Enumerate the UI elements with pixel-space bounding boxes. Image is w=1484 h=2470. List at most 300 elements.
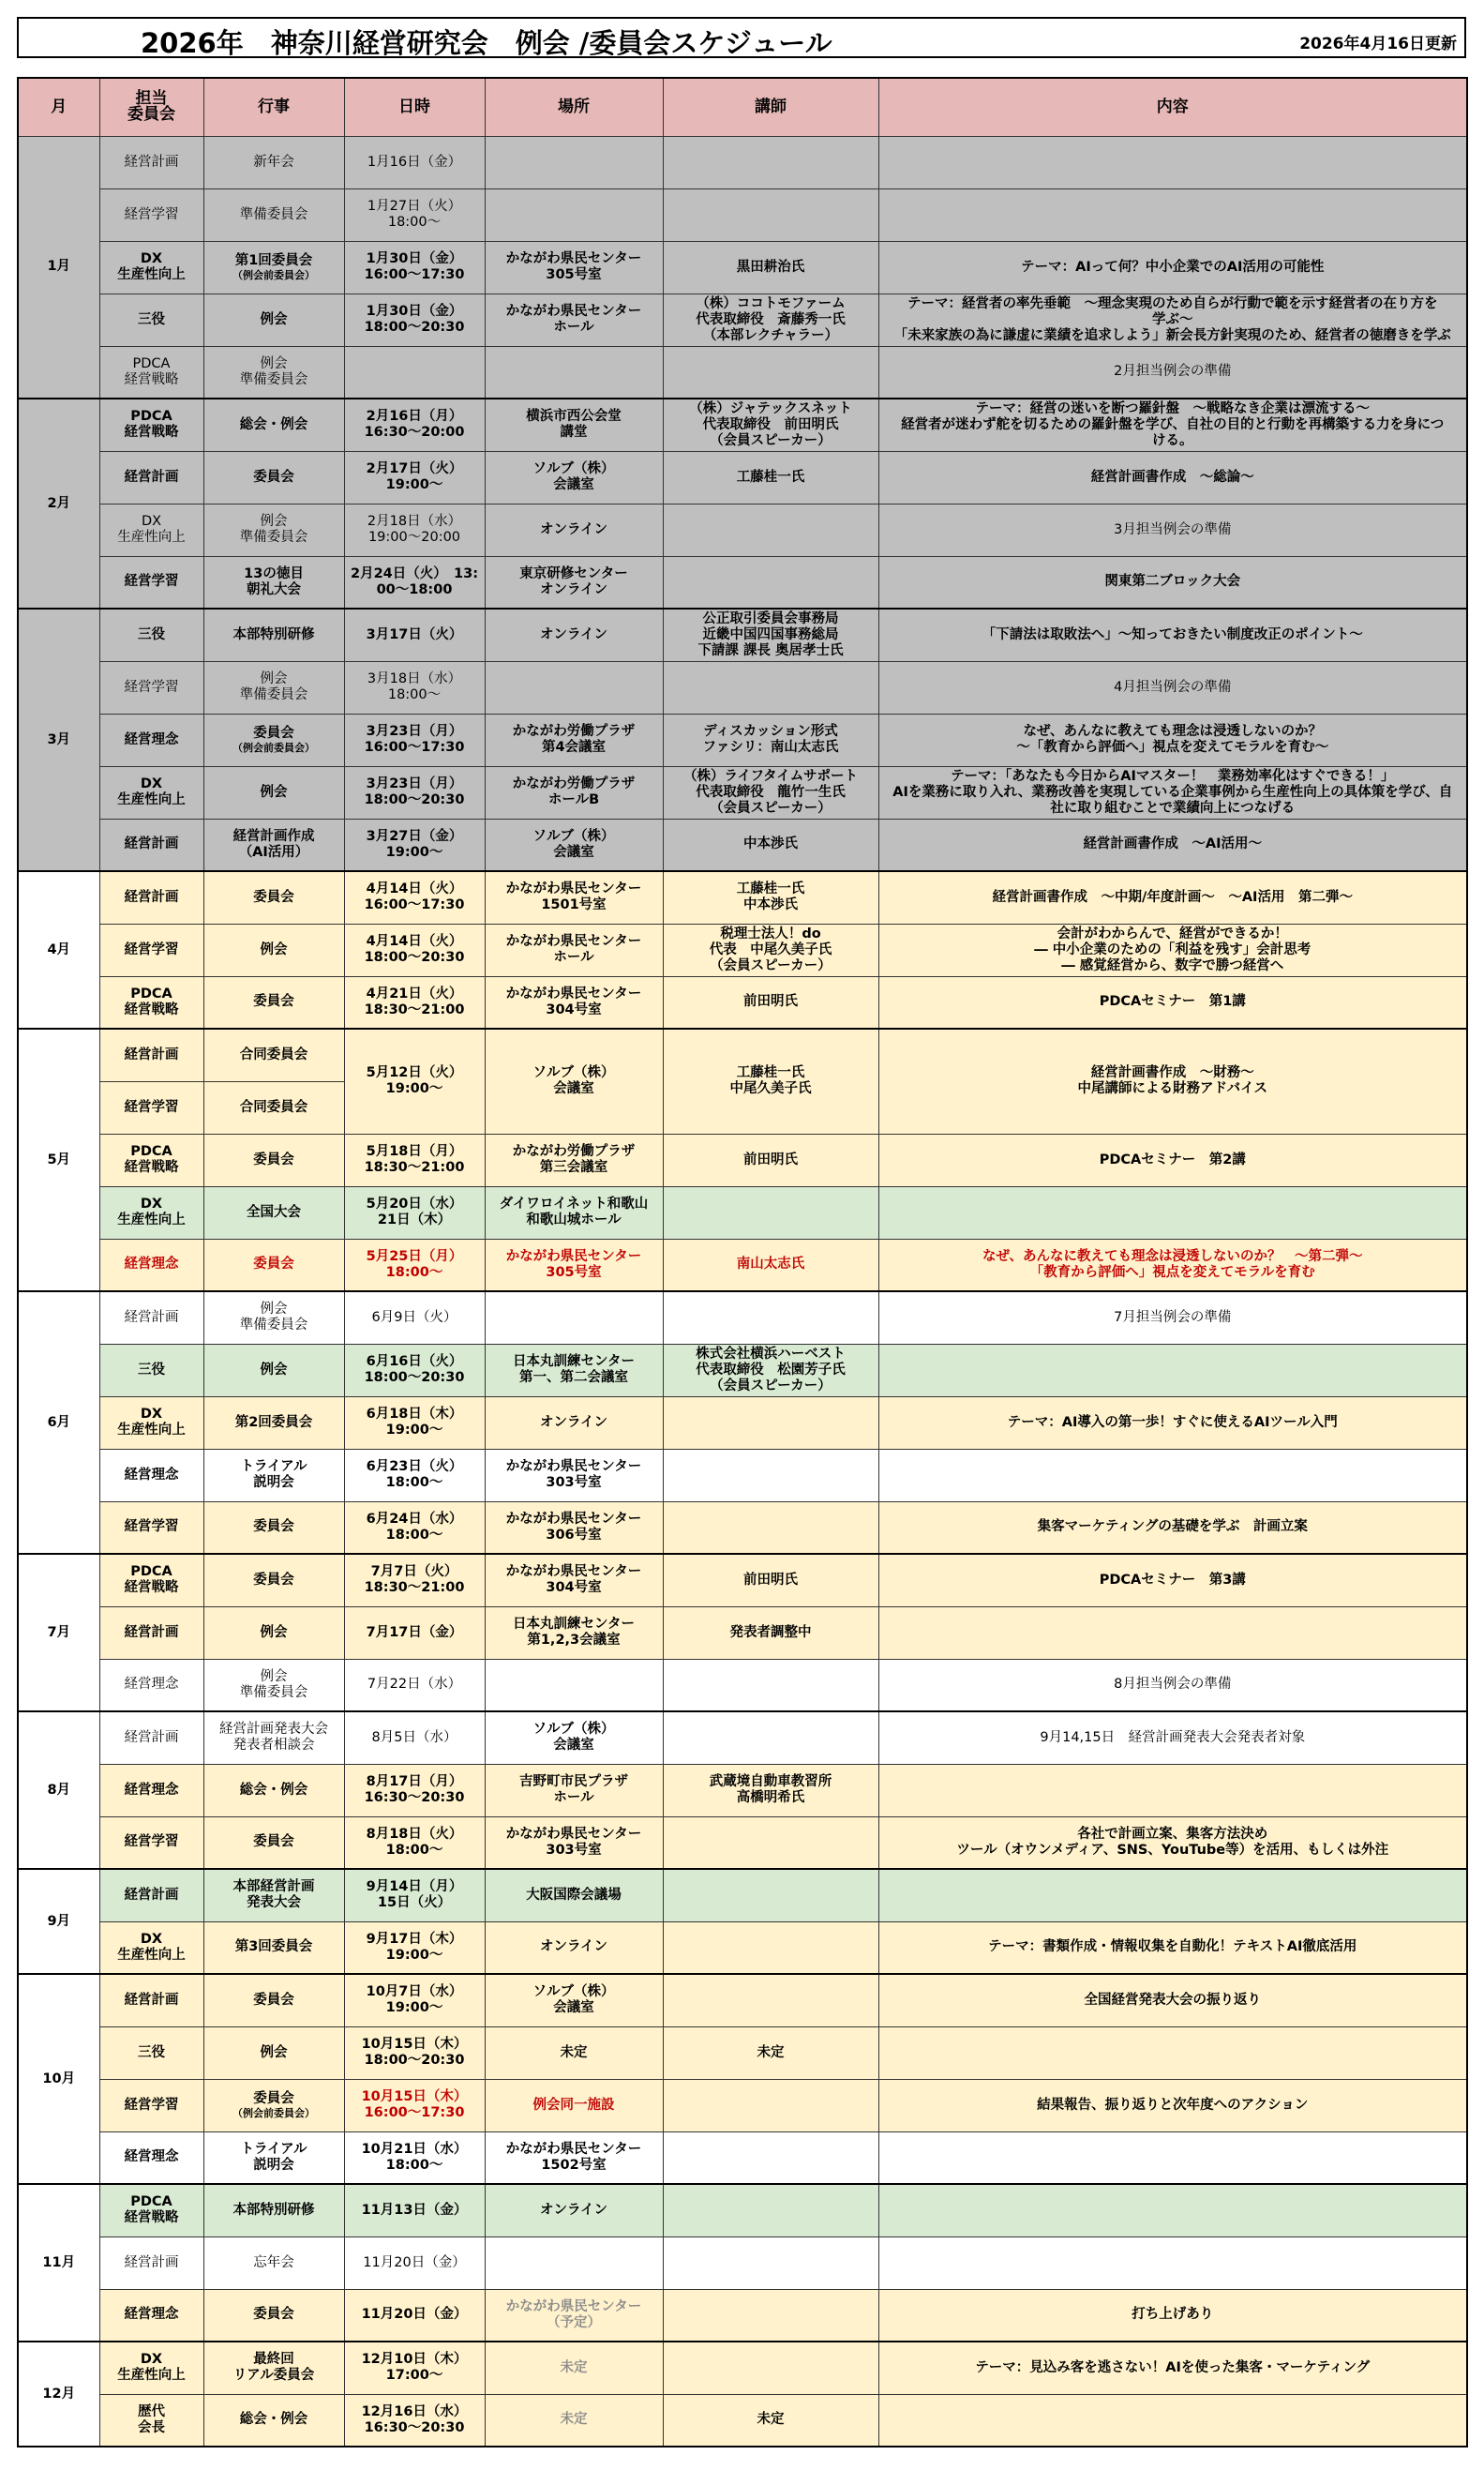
date-cell: [344, 1711, 485, 1764]
text-line: 303号室: [546, 1842, 602, 1858]
lecturer-cell: [663, 1029, 878, 1134]
content-cell: [878, 1974, 1467, 2026]
text-line: ファシリ：南山太志氏: [702, 740, 839, 755]
col-event-header: [203, 78, 344, 136]
text-line: 経営計画発表大会: [219, 1722, 328, 1738]
committee-cell: [99, 1816, 203, 1869]
text-line: 経営理念: [124, 1782, 179, 1798]
text-line: 月: [51, 97, 67, 116]
place-cell: [485, 504, 663, 556]
lecturer-cell: [663, 399, 878, 451]
text-line: 5月25日（月）: [366, 1248, 463, 1264]
place-cell: [485, 241, 663, 294]
text-line: （株）ジャテックスネット: [689, 400, 852, 416]
month-cell: 7月: [18, 1554, 99, 1711]
text-line: 中本渉氏: [743, 836, 798, 852]
table-row: [18, 2184, 1467, 2237]
table-row: [18, 346, 1467, 399]
text-line: 経営学習: [124, 2097, 179, 2113]
text-line: 16:00～17:30: [364, 740, 465, 755]
text-line: オンライン: [539, 2202, 608, 2218]
text-line: 19:00～: [385, 1947, 443, 1963]
lecturer-cell: [663, 924, 878, 976]
text-line: 経営戦略: [124, 1160, 179, 1175]
table-row: [18, 1869, 1467, 1921]
date-cell: [344, 136, 485, 188]
text-line: PDCA: [130, 986, 172, 1002]
text-line: 結果報告、振り返りと次年度へのアクション: [1037, 2097, 1309, 2113]
date-cell: [344, 1816, 485, 1869]
content-cell: [878, 399, 1467, 451]
committee-cell: [99, 504, 203, 556]
text-line: 工藤桂一氏: [736, 469, 805, 485]
text-line: 説明会: [253, 2157, 294, 2173]
lecturer-cell: [663, 1239, 878, 1291]
text-line: PDCA: [132, 355, 171, 371]
committee-cell: [99, 1974, 203, 2026]
event-cell: [203, 1081, 344, 1134]
month-cell: 4月: [18, 871, 99, 1029]
text-line: 準備委員会: [239, 371, 308, 387]
text-line: 4月14日（火）: [366, 881, 463, 897]
place-cell: [485, 2131, 663, 2184]
table-row: [18, 609, 1467, 661]
text-line: 経営戦略: [124, 1002, 179, 1017]
event-cell: [203, 2342, 344, 2394]
text-line: 経営戦略: [124, 2210, 179, 2226]
text-line: 全国経営発表大会の振り返り: [1084, 1992, 1261, 2008]
table-row: [18, 1606, 1467, 1659]
date-cell: [344, 714, 485, 766]
event-cell: [203, 136, 344, 188]
text-line: 担当: [135, 89, 168, 109]
text-line: 10月7日（水）: [366, 1984, 463, 2000]
text-line: 忘年会: [253, 2254, 294, 2270]
event-note: （例会前委員会）: [232, 742, 315, 754]
text-line: かながわ県民センター: [505, 2298, 642, 2314]
text-line: ツール（オウンメディア、SNS、YouTube等）を活用、もしくは外注: [956, 1842, 1389, 1858]
text-line: 例会同一施設: [532, 2097, 615, 2113]
text-line: 経営計画: [124, 1047, 179, 1062]
event-cell: [203, 1816, 344, 1869]
text-line: 学ぶ～: [1152, 311, 1193, 327]
text-line: 打ち上げあり: [1132, 2307, 1214, 2323]
text-line: 18:00～20:30: [364, 1370, 465, 1385]
text-line: PDCAセミナー 第2講: [1099, 1152, 1246, 1167]
text-line: PDCAセミナー 第3講: [1099, 1572, 1246, 1588]
text-line: 「未来家族の為に謙虚に業績を追求しよう」新会長方針実現のため、経営者の徳磨きを学ぶ: [893, 327, 1451, 343]
text-line: 例会: [260, 1668, 288, 1684]
text-line: 8月17日（月）: [366, 1774, 463, 1789]
text-line: 18:00～: [385, 1475, 443, 1490]
lecturer-cell: [663, 1396, 878, 1449]
text-line: 1501号室: [541, 897, 607, 913]
text-line: 経営計画書作成 ～中期/年度計画～ ～AI活用 第二弾～: [992, 889, 1353, 905]
committee-cell: [99, 1921, 203, 1974]
text-line: DX: [140, 776, 163, 791]
text-line: 会計がわからんで、経営ができるか！: [1057, 926, 1288, 941]
page-title: 2026年 神奈川経営研究会 例会 /委員会スケジュール: [141, 27, 832, 59]
content-cell: [878, 241, 1467, 294]
date-cell: [344, 1501, 485, 1554]
place-cell: [485, 2237, 663, 2289]
text-line: 例会: [260, 311, 288, 327]
committee-cell: [99, 2237, 203, 2289]
content-cell: [878, 1291, 1467, 1344]
text-line: 経営学習: [124, 941, 179, 957]
place-cell: [485, 1816, 663, 1869]
lecturer-cell: [663, 1554, 878, 1606]
text-line: 委員会: [253, 1572, 294, 1588]
text-line: 代表取締役 前田明氏: [702, 416, 839, 432]
date-cell: [344, 399, 485, 451]
event-cell: [203, 871, 344, 924]
text-line: 18:00～20:30: [364, 792, 465, 807]
date-cell: [344, 1974, 485, 2026]
text-line: 経営計画: [124, 1309, 179, 1325]
text-line: 生産性向上: [117, 792, 186, 807]
content-cell: [878, 1554, 1467, 1606]
date-cell: [344, 1449, 485, 1501]
text-line: 会長: [138, 2419, 165, 2435]
table-row: [18, 871, 1467, 924]
text-line: かながわ県民センター: [505, 986, 642, 1002]
lecturer-cell: [663, 609, 878, 661]
text-line: 19:00～: [385, 1081, 443, 1097]
committee-cell: [99, 1554, 203, 1606]
text-line: 大阪国際会議場: [526, 1887, 622, 1903]
event-note: （例会前委員会）: [232, 269, 315, 281]
committee-cell: [99, 2289, 203, 2342]
text-line: 第3回委員会: [234, 1939, 313, 1955]
text-line: 最終回: [253, 2352, 294, 2368]
committee-cell: [99, 294, 203, 346]
committee-cell: [99, 2026, 203, 2079]
text-line: 委員会: [253, 1152, 294, 1167]
content-cell: [878, 2342, 1467, 2394]
text-line: 6月24日（水）: [366, 1511, 463, 1527]
text-line: 経営戦略: [124, 425, 179, 441]
event-cell: [203, 2289, 344, 2342]
text-line: PDCA: [130, 2194, 172, 2210]
date-cell: [344, 2184, 485, 2237]
text-line: 経営学習: [124, 1099, 179, 1115]
date-cell: [344, 2289, 485, 2342]
event-cell: [203, 2131, 344, 2184]
text-line: 16:30～20:00: [364, 425, 465, 441]
content-cell: [878, 714, 1467, 766]
text-line: PDCAセミナー 第1講: [1099, 994, 1246, 1010]
text-line: 中尾講師による財務アドバイス: [1077, 1081, 1268, 1097]
committee-cell: [99, 871, 203, 924]
col-date-header: [344, 78, 485, 136]
text-line: 本部特別研修: [232, 2202, 315, 2218]
table-row: [18, 1711, 1467, 1764]
content-cell: [878, 556, 1467, 609]
content-cell: [878, 2026, 1467, 2079]
text-line: 6月18日（木）: [366, 1407, 463, 1422]
text-line: かながわ県民センター: [505, 1511, 642, 1527]
text-line: （株）ココトモファーム: [696, 295, 846, 311]
event-cell: [203, 1344, 344, 1396]
event-cell: [203, 1029, 344, 1081]
text-line: 11月20日（金）: [361, 2307, 468, 2323]
text-line: ― 感覚経営から、数字で勝つ経営へ: [1061, 957, 1284, 973]
text-line: 発表大会: [247, 1895, 301, 1911]
text-line: 19:00～: [385, 1423, 443, 1438]
text-line: 未定: [560, 2044, 588, 2060]
text-line: 1502号室: [541, 2157, 607, 2173]
text-line: かながわ県民センター: [505, 1564, 642, 1580]
text-line: 前田明氏: [743, 1572, 798, 1588]
text-line: 経営学習: [124, 679, 179, 695]
text-line: 代表取締役 斎藤秀一氏: [696, 311, 846, 327]
text-line: 未定: [560, 2412, 588, 2428]
text-line: テーマ：見込み客を逃さない！AIを使った集客・マーケティング: [975, 2359, 1371, 2375]
text-line: （株）ライフタイムサポート: [682, 768, 859, 784]
content-cell: [878, 1029, 1467, 1134]
text-line: 合同委員会: [239, 1047, 308, 1062]
lecturer-cell: [663, 1344, 878, 1396]
text-line: 7月担当例会の準備: [1114, 1309, 1232, 1325]
text-line: 8月担当例会の準備: [1114, 1677, 1232, 1693]
text-line: 18:00～: [385, 1842, 443, 1858]
content-cell: [878, 976, 1467, 1029]
committee-cell: [99, 2184, 203, 2237]
text-line: 工藤桂一氏: [736, 1065, 805, 1081]
table-row: [18, 1291, 1467, 1344]
text-line: 準備委員会: [239, 1684, 308, 1700]
lecturer-cell: [663, 1449, 878, 1501]
place-cell: [485, 1711, 663, 1764]
text-line: テーマ：経営者の率先垂範 ～理念実現のため自らが行動で範を示す経営者の在り方を: [907, 295, 1438, 311]
date-cell: [344, 819, 485, 871]
text-line: 10月21日（水）: [361, 2141, 468, 2157]
text-line: 生産性向上: [117, 267, 186, 282]
committee-cell: [99, 556, 203, 609]
text-line: テーマ：「あなたも今日からAIマスター！ 業務効率化はすぐできる！」: [951, 768, 1395, 784]
text-line: 経営学習: [124, 1834, 179, 1850]
text-line: 3月23日（月）: [366, 724, 463, 739]
col-lecturer-header: [663, 78, 878, 136]
place-cell: [485, 1344, 663, 1396]
text-line: 第1回委員会: [234, 253, 313, 268]
committee-cell: [99, 241, 203, 294]
text-line: 会議室: [553, 1738, 594, 1754]
text-line: 4月担当例会の準備: [1114, 679, 1232, 695]
text-line: （会員スピーカー）: [710, 1378, 832, 1393]
date-cell: [344, 1029, 485, 1134]
text-line: 行事: [258, 97, 290, 116]
text-line: 304号室: [546, 1002, 602, 1017]
text-line: 経営計画: [124, 1729, 179, 1745]
event-cell: [203, 1764, 344, 1816]
content-cell: [878, 2079, 1467, 2131]
committee-cell: [99, 1606, 203, 1659]
text-line: DX: [140, 1197, 163, 1212]
date-cell: [344, 1606, 485, 1659]
lecturer-cell: [663, 1869, 878, 1921]
table-row: [18, 714, 1467, 766]
content-cell: [878, 819, 1467, 871]
table-row: [18, 1029, 1467, 1081]
header-row: [18, 78, 1467, 136]
table-row: [18, 1449, 1467, 1501]
lecturer-cell: [663, 1134, 878, 1186]
text-line: 生産性向上: [117, 2368, 186, 2384]
content-cell: [878, 1501, 1467, 1554]
date-cell: [344, 2237, 485, 2289]
text-line: 総会・例会: [239, 416, 308, 432]
text-line: 経営計画: [124, 154, 179, 170]
text-line: 発表者相談会: [232, 1738, 315, 1754]
text-line: 集客マーケティングの基礎を学ぶ 計画立案: [1037, 1519, 1308, 1535]
place-cell: [485, 188, 663, 241]
committee-cell: [99, 1711, 203, 1764]
text-line: 18:00～20:30: [364, 950, 465, 965]
text-line: 2月17日（火）: [366, 461, 463, 476]
text-line: かながわ労働プラザ: [512, 776, 636, 791]
text-line: ホール: [553, 1790, 594, 1805]
text-line: 19:00～: [385, 844, 443, 860]
committee-cell: [99, 399, 203, 451]
place-cell: [485, 1239, 663, 1291]
text-line: 委員会: [253, 2091, 294, 2106]
text-line: 委員会: [253, 994, 294, 1010]
text-line: 委員会: [253, 1257, 294, 1273]
content-cell: [878, 1344, 1467, 1396]
text-line: 社に取り組むことで業績向上につなげる: [1050, 800, 1296, 816]
date-cell: [344, 1134, 485, 1186]
text-line: 17:00～: [385, 2368, 443, 2384]
text-line: 305号室: [546, 1264, 602, 1280]
place-cell: [485, 1134, 663, 1186]
place-cell: [485, 294, 663, 346]
text-line: 生産性向上: [117, 530, 186, 545]
event-cell: [203, 1134, 344, 1186]
event-cell: [203, 2394, 344, 2447]
committee-cell: [99, 1081, 203, 1134]
place-cell: [485, 766, 663, 819]
content-cell: [878, 136, 1467, 188]
event-cell: [203, 399, 344, 451]
content-cell: [878, 504, 1467, 556]
committee-cell: [99, 451, 203, 504]
place-cell: [485, 976, 663, 1029]
text-line: ～「教育から評価へ」視点を変えてモラルを育む～: [1016, 740, 1329, 755]
text-line: 説明会: [253, 1475, 294, 1490]
lecturer-cell: [663, 1606, 878, 1659]
text-line: 経営者が迷わず舵を切るための羅針盤を学び、自社の目的と行動を再構築する力を身につ: [901, 416, 1445, 432]
text-line: 16:00～17:30: [364, 267, 465, 282]
place-cell: [485, 1869, 663, 1921]
table-row: [18, 2237, 1467, 2289]
text-line: 会議室: [553, 1081, 594, 1097]
lecturer-cell: [663, 1659, 878, 1711]
content-cell: [878, 1134, 1467, 1186]
text-line: 8月18日（火）: [366, 1826, 463, 1842]
event-cell: [203, 1186, 344, 1239]
text-line: 委員会: [253, 889, 294, 905]
event-cell: [203, 609, 344, 661]
text-line: 経営計画書作成 ～財務～: [1090, 1065, 1254, 1081]
content-cell: [878, 2237, 1467, 2289]
text-line: 9月14日（月）: [366, 1879, 463, 1895]
content-cell: [878, 1396, 1467, 1449]
text-line: 朝礼大会: [247, 581, 301, 597]
text-line: （予定）: [547, 2314, 601, 2330]
committee-cell: [99, 1449, 203, 1501]
table-row: [18, 1396, 1467, 1449]
date-cell: [344, 2026, 485, 2079]
text-line: 経営理念: [124, 731, 179, 747]
text-line: 三役: [138, 626, 165, 642]
month-cell: 8月: [18, 1711, 99, 1869]
text-line: 経営計画: [124, 1887, 179, 1903]
table-row: [18, 504, 1467, 556]
schedule-table: [17, 77, 1468, 2447]
event-cell: [203, 1554, 344, 1606]
text-line: 18:30～21:00: [364, 1160, 465, 1175]
text-line: 委員会: [253, 1992, 294, 2008]
date-cell: [344, 661, 485, 714]
place-cell: [485, 1659, 663, 1711]
text-line: 例会: [260, 1362, 288, 1378]
text-line: 9月17日（木）: [366, 1931, 463, 1947]
table-row: [18, 1239, 1467, 1291]
lecturer-cell: [663, 1291, 878, 1344]
text-line: 日本丸訓練センター: [513, 1617, 635, 1632]
place-cell: [485, 2026, 663, 2079]
lecturer-cell: [663, 661, 878, 714]
text-line: 4月21日（火）: [366, 986, 463, 1002]
lecturer-cell: [663, 2184, 878, 2237]
text-line: 発表者調整中: [729, 1624, 812, 1640]
table-row: [18, 2342, 1467, 2394]
lecturer-cell: [663, 2237, 878, 2289]
text-line: 前田明氏: [743, 994, 798, 1010]
place-cell: [485, 1291, 663, 1344]
date-cell: [344, 1659, 485, 1711]
date-cell: [344, 346, 485, 399]
text-line: テーマ：書類作成・情報収集を自動化！テキストAI徹底活用: [988, 1939, 1357, 1955]
text-line: 三役: [138, 1362, 165, 1378]
date-cell: [344, 2342, 485, 2394]
text-line: 00～18:00: [376, 581, 453, 597]
text-line: 5月12日（火）: [366, 1065, 463, 1081]
text-line: 本部経営計画: [232, 1879, 315, 1895]
text-line: 生産性向上: [117, 1212, 186, 1227]
text-line: オンライン: [539, 1939, 608, 1955]
committee-cell: [99, 2131, 203, 2184]
text-line: DX: [140, 1931, 163, 1947]
table-row: [18, 819, 1467, 871]
table-row: [18, 2289, 1467, 2342]
date-cell: [344, 924, 485, 976]
text-line: 例会: [260, 355, 288, 371]
month-cell: 11月: [18, 2184, 99, 2342]
lecturer-cell: [663, 714, 878, 766]
event-cell: [203, 241, 344, 294]
text-line: 経営計画: [124, 1992, 179, 2008]
text-line: （本部レクチャラー）: [702, 327, 839, 343]
content-cell: [878, 451, 1467, 504]
content-cell: [878, 2394, 1467, 2447]
text-line: 経営戦略: [124, 371, 179, 387]
content-cell: [878, 1921, 1467, 1974]
table-row: [18, 2026, 1467, 2079]
text-line: 税理士法人！do: [720, 926, 821, 941]
